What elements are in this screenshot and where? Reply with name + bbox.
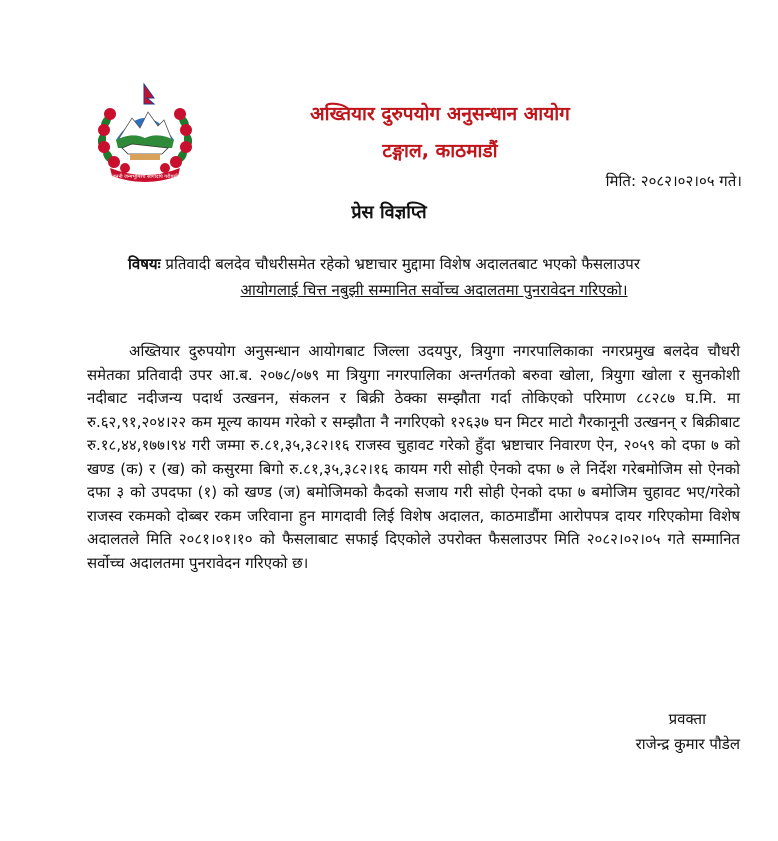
signatory-role: प्रवक्ता xyxy=(668,710,706,728)
organization-name: अख्तियार दुरुपयोग अनुसन्धान आयोग xyxy=(310,103,570,125)
subject-label: विषयः xyxy=(128,255,161,273)
press-release-body: अख्तियार दुरुपयोग अनुसन्धान आयोगबाट जिल्ला उदयपुर, त्रियुगा नगरपालिकाका नगरप्रमुख बलदेव चौधरी समेतका प्रतिवादी उपर आ.ब. २०७८/०७९ मा त्रियुगा नगरपालिका अन्तर्गतको बरुवा खोला, त्रियुगा खोला र सुनकोशी नदीबाट नदीजन्य पदार्थ उत्खनन, संकलन र बिक्री ठेक्का सम्झौता गर्दा तोकिएको परिमाण ८८२८७ घ.मि. मा रु.६२,९१,२०४।२२ कम मूल्य कायम गरेको र सम्झौता नै नगरिएको १२६३७ घन मिटर माटो गैरकानूनी उत्खनन् र बिक्रीबाट रु.१८,४४,१७७।९४ गरी जम्मा रु.८१,३५,३८२।१६ राजस्व चुहावट गरेको हुँदा भ्रष्टाचार निवारण ऐन, २०५९ को दफा ७ को खण्ड (क) र (ख) को कसुरमा बिगो रु.८१,३५,३८२।१६ कायम गरी सोही ऐनको दफा ७ ले निर्देश गरेबमोजिम सो ऐनको दफा ३ को उपदफा (१) को खण्ड (ज) बमोजिमको कैदको सजाय गरी सोही ऐनको दफा ७ बमोजिम चुहावट भए/गरेको राजस्व रकमको दोब्बर रकम जरिवाना हुन मागदावी लिई विशेष अदालत, काठमाडौंमा आरोपपत्र दायर गरिएकोमा विशेष अदालतले मिति २०८१।०१।१० को फैसलाबाट सफाई दिएकोले उपरोक्त फैसलाउपर मिति २०८२।०२।०५ गते सम्मानित सर्वोच्च अदालतमा पुनरावेदन गरिएको छ। xyxy=(87,342,740,572)
document-date: मिति: २०८२।०२।०५ गते। xyxy=(605,172,742,190)
subject-line-1: प्रतिवादी बलदेव चौधरीसमेत रहेको भ्रष्टाचार मुद्दामा विशेष अदालतबाट भएको फैसलाउपर xyxy=(165,255,640,273)
subject-block xyxy=(128,251,740,303)
subject-line-2: आयोगलाई चित्त नबुझी सम्मानित सर्वोच्च अदालतमा पुनरावेदन गरिएको। xyxy=(240,281,628,299)
organization-location: टङ्गाल, काठमाडौं xyxy=(382,140,498,162)
document-title: प्रेस विज्ञप्ति xyxy=(351,202,427,223)
signatory-name: राजेन्द्र कुमार पौडेल xyxy=(635,735,740,753)
nepal-emblem-icon xyxy=(92,82,198,182)
signature-block xyxy=(636,707,740,757)
svg-text:जननी जन्मभूमिश्च स्वर्गादपि गर: जननी जन्मभूमिश्च स्वर्गादपि गरीयसी xyxy=(111,174,179,180)
